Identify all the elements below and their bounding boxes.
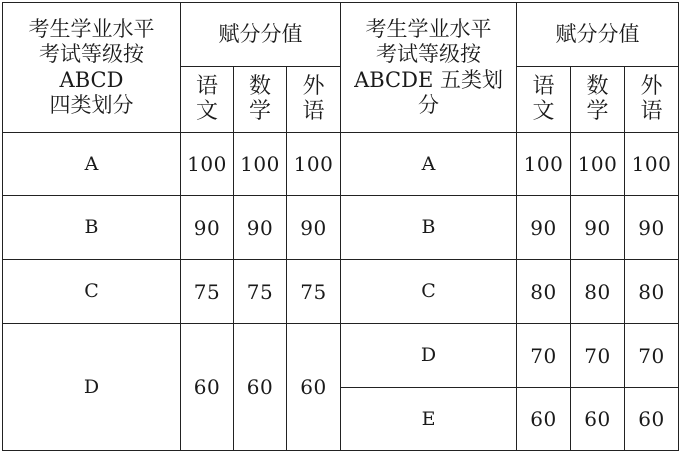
left-value-cell: 60 <box>287 324 341 451</box>
left-grade-cell: B <box>3 196 181 260</box>
right-value-cell: 60 <box>571 388 625 451</box>
right-grade-cell: C <box>341 260 517 324</box>
right-grading-scheme-title: 考生学业水平 考试等级按 ABCDE 五类划 分 <box>354 17 503 117</box>
left-subject-foreign-language: 外 语 <box>287 67 341 133</box>
table-row <box>3 133 679 196</box>
right-grade-cell: B <box>341 196 517 260</box>
right-grade-cell: D <box>341 324 517 388</box>
right-score-header-label: 赋分分值 <box>555 21 640 46</box>
left-value-cell: 100 <box>287 133 341 196</box>
left-value-cell: 100 <box>234 133 287 196</box>
right-grade-cell: E <box>341 388 517 451</box>
right-value-cell: 90 <box>625 196 679 260</box>
header-row-top <box>3 3 679 67</box>
right-subject-foreign-language: 外 语 <box>625 67 679 133</box>
right-grading-scheme-header <box>341 3 517 133</box>
left-value-cell: 60 <box>234 324 287 451</box>
right-value-cell: 60 <box>517 388 571 451</box>
right-value-cell: 80 <box>571 260 625 324</box>
left-value-cell: 60 <box>181 324 234 451</box>
right-value-cell: 70 <box>517 324 571 388</box>
left-value-cell: 75 <box>181 260 234 324</box>
left-score-header-label: 赋分分值 <box>218 21 303 46</box>
right-value-cell: 80 <box>517 260 571 324</box>
right-value-cell: 90 <box>517 196 571 260</box>
left-subject-chinese: 语 文 <box>181 67 234 133</box>
table-row <box>3 196 679 260</box>
grade-score-table <box>2 2 679 451</box>
right-score-header <box>517 3 679 67</box>
left-value-cell: 75 <box>287 260 341 324</box>
right-value-cell: 90 <box>571 196 625 260</box>
right-grade-cell: A <box>341 133 517 196</box>
left-value-cell: 75 <box>234 260 287 324</box>
table-row <box>3 260 679 324</box>
right-value-cell: 70 <box>625 324 679 388</box>
right-value-cell: 100 <box>571 133 625 196</box>
table-row <box>3 324 679 388</box>
left-subject-math: 数 学 <box>234 67 287 133</box>
right-subject-chinese: 语 文 <box>517 67 571 133</box>
right-value-cell: 70 <box>571 324 625 388</box>
right-value-cell: 60 <box>625 388 679 451</box>
left-value-cell: 90 <box>287 196 341 260</box>
left-grade-cell: A <box>3 133 181 196</box>
left-value-cell: 90 <box>234 196 287 260</box>
right-value-cell: 100 <box>625 133 679 196</box>
left-grading-scheme-title: 考生学业水平 考试等级按 ABCD 四类划分 <box>28 17 155 117</box>
left-value-cell: 90 <box>181 196 234 260</box>
left-grading-scheme-header <box>3 3 181 133</box>
left-value-cell: 100 <box>181 133 234 196</box>
left-grade-cell: C <box>3 260 181 324</box>
right-value-cell: 80 <box>625 260 679 324</box>
right-subject-math: 数 学 <box>571 67 625 133</box>
left-grade-cell: D <box>3 324 181 451</box>
right-value-cell: 100 <box>517 133 571 196</box>
left-score-header <box>181 3 341 67</box>
